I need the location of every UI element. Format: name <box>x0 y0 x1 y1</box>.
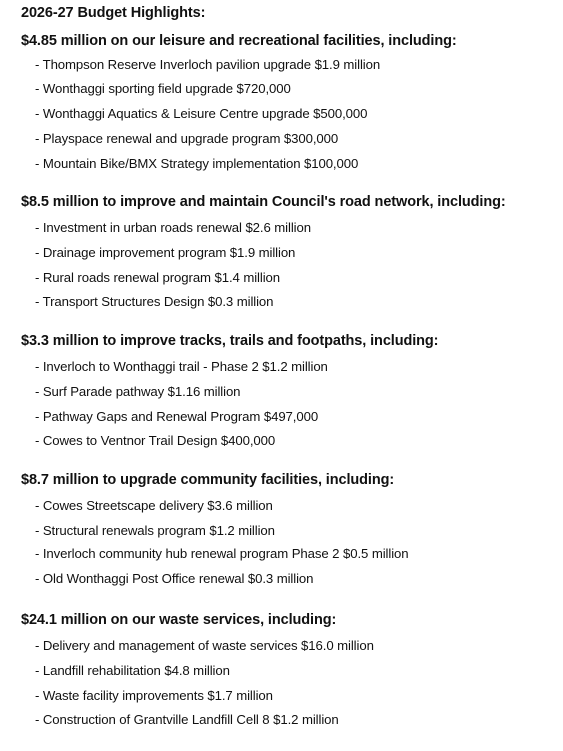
list-item: - Cowes Streetscape delivery $3.6 million <box>35 498 273 513</box>
section-heading: $8.5 million to improve and maintain Council's road network, including: <box>21 194 506 210</box>
list-item: - Playspace renewal and upgrade program $300,000 <box>35 131 339 146</box>
list-item: - Cowes to Ventnor Trail Design $400,000 <box>35 433 276 448</box>
list-item: - Landfill rehabilitation $4.8 million <box>35 663 230 678</box>
list-item: - Pathway Gaps and Renewal Program $497,000 <box>35 409 319 424</box>
list-item: - Thompson Reserve Inverloch pavilion upgrade $1.9 million <box>35 57 381 72</box>
list-item: - Mountain Bike/BMX Strategy implementation $100,000 <box>35 156 359 171</box>
list-item: - Investment in urban roads renewal $2.6 million <box>35 220 311 235</box>
section-heading: $4.85 million on our leisure and recreational facilities, including: <box>21 33 457 49</box>
list-item: - Surf Parade pathway $1.16 million <box>35 384 241 399</box>
list-item: - Inverloch community hub renewal program Phase 2 $0.5 million <box>35 546 409 561</box>
list-item: - Structural renewals program $1.2 million <box>35 523 275 538</box>
list-item: - Construction of Grantville Landfill Cell 8 $1.2 million <box>35 712 339 727</box>
document-title: 2026-27 Budget Highlights: <box>21 5 206 21</box>
list-item: - Inverloch to Wonthaggi trail - Phase 2 $1.2 million <box>35 359 328 374</box>
list-item: - Transport Structures Design $0.3 million <box>35 294 274 309</box>
section-heading: $8.7 million to upgrade community facilities, including: <box>21 472 395 488</box>
section-heading: $24.1 million on our waste services, including: <box>21 612 337 628</box>
list-item: - Wonthaggi Aquatics & Leisure Centre upgrade $500,000 <box>35 106 368 121</box>
list-item: - Old Wonthaggi Post Office renewal $0.3 million <box>35 571 314 586</box>
list-item: - Waste facility improvements $1.7 million <box>35 688 273 703</box>
section-heading: $3.3 million to improve tracks, trails and footpaths, including: <box>21 333 439 349</box>
list-item: - Wonthaggi sporting field upgrade $720,000 <box>35 81 291 96</box>
list-item: - Rural roads renewal program $1.4 million <box>35 270 281 285</box>
list-item: - Delivery and management of waste services $16.0 million <box>35 638 374 653</box>
list-item: - Drainage improvement program $1.9 million <box>35 245 296 260</box>
